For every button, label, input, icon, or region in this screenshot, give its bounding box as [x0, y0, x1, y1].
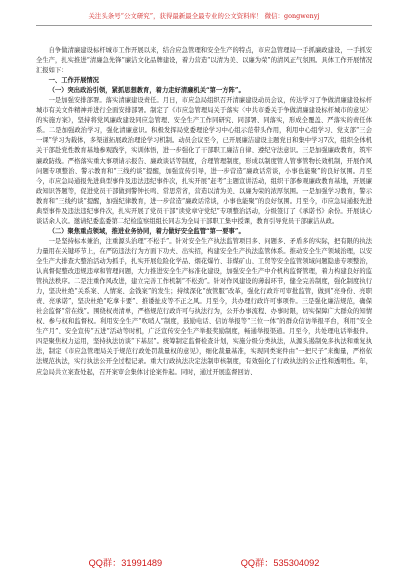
header-divider [36, 25, 372, 26]
document-body [36, 46, 372, 378]
footer-qq-groups [0, 555, 408, 569]
qq-group-2: QQ群：535304092 [240, 558, 320, 568]
section-heading: 一、工作开展情况 [48, 77, 99, 85]
top-banner: 关注头条号“公文研究”，获得最新最全最专业的公文资料库！ 微信：gongwenyj [88, 12, 320, 20]
subsection-body-2: 一是坚持标本兼治，注重源头治理“不松手”。针对安全生产执法监管项目多、问题多、矛盾多的实际，把有限的执法力量用在关键环节上，在严防违法行为方面下功夫、出实招，构建安全生产执法监管体系。推动安全生产领域治理，以安全生产大排查大整治活动为抓手，扎实开展危险化学品、烟花爆竹、非煤矿山、工贸等安全监管领域问题隐患专项整治，认真督促整改违规违章和管理问题，大力推进安全生产标准化建设，加强安全生产中介机构监督管理，着力构建良好的监管执法秩序。二是注重作风改进，建立完善工作机制“不松劲”。针对作风建设的薄弱环节，健全完善制度，强化制度执行力，坚决杜绝“关系案、人情案、金钱案”的发生；持续深化“放管服”改革，强化行政许可审批监管，做到“亮身份、亮职责、亮承诺”，坚决杜绝“吃拿卡要”、推诿扯皮等不正之风。月至今，共办理行政许可事项件。三是强化廉洁规范，确保社会监督“常在线”。围绕权责清单，严格规范行政许可与执法行为，公开办事流程、办事时限，切实保障广大群众的知情权、参与权和监督权。利用安全生产“吹哨人”制度，鼓励电话、信访举报等“三位一体”的群众信访举报平台，利用“安全生产月”、安全宣传“五进”活动等时机，广泛宣传安全生产举报奖励制度，畅通举报渠道。月至今，共处理电话举报件。四是聚焦权力运用，坚持执法访谈“下基层”。统筹制定监督检查计划，实施分级分类执法，从源头遏制免多执法和重复执法，制定《市应急管理局关于规范行政处罚裁量权的意见》，细化裁量基准，实现同类案件由“一把尺子”来衡量，严格依法规范执法，实行执法公开全过程记录。重大行政执法决定法制审核制度，有效强化了行政执法的公正性和透明性。年，应急局共立案查处起，召开案审会集体讨论案件起。同时，通过开展监督回访、 [36, 237, 372, 376]
qq-group-1: QQ群：31991489 [88, 558, 163, 568]
intro-paragraph: 自争做清廉建设标杆城市工作开展以来，结合应急管理和安全生产的特点，市应急管理局一手抓廉政建设，一手抓安全生产，扎实推进“清廉急先锋”廉洁文化品牌建设，着力营造“以清为美、以廉为荣”的清风正气氛围。具体工作开展情况汇报如下： [36, 47, 372, 75]
subsection-heading-2: （二）聚焦重点领域，推进业务协同，着力做好安全监管“第一要事”。 [48, 227, 245, 235]
subsection-body-1: 一是加强安排部署。落实清廉建设责任。月日，市应急局组织召开清廉建设动员会议，传达学习了争做清廉建设标杆城市有关文件精神并进行全面安排部署。制定了《市应急管理局关于落实〈中共市委关于争做清廉建设标杆城市的意见〉的实施方案》，坚持将党风廉政建设同应急管理、安全生产工作同研究、同部署、同落实，形成全覆盖、严落实的责任体系。二是加强政治学习，强化清廉意识。积极发挥局党委理论学习中心组示范带头作用，利用中心组学习、党支部“三会一课”学习为载体，多渠道拓展政治理论学习机制。动员会议至今，已开展廉洁建设主题党日和集中学习7次，组织全体机关干部赴党性教育基地参观践学，实训体悟，进一步强化了干部职工廉洁自律、遵纪守法意识。三是加强廉政教育，筑牢廉政防线。严格落实重大事项请示报告、廉政谈话等制度，合理管理制度，形成以制度管人管事管物长效机制，开展作风问题专项整治、警示教育和“三线约谈”提醒，加强宣传引导，进一步营造“廉政话常谈，小事也能聚”的良好氛围。月至今，市应急局通报先进典型事件及违法违纪事件次，扎实开展“赶考”主题宣讲活动，组织干部参观廉政教育基地，开展廉政知识答题等，促进党员干部做到警钟长鸣、常思常省，营造以清为美、以廉为荣的浓厚氛围。一是加强学习教育，警示教育和“三线约谈”提醒，加强纪律教育，进一步营造“廉政话常谈，小事也能聚”的良好氛围。月至今，市应急局通报先进典型事件及违法违纪事件次，扎实开展了党员干部“读党章守党纪”专项整治活动，分级签订了《承诺书》余份。开展谈心谈话余人次。邀请纪委监委第二纪检监察组组长同志为全局干部职工集中授课，教育引导党员干部廉洁从政。 [36, 97, 372, 225]
subsection-heading-1: （一）突出政治引领，紧抓思想教育，着力走好清廉机关“第一方阵”。 [48, 87, 245, 95]
